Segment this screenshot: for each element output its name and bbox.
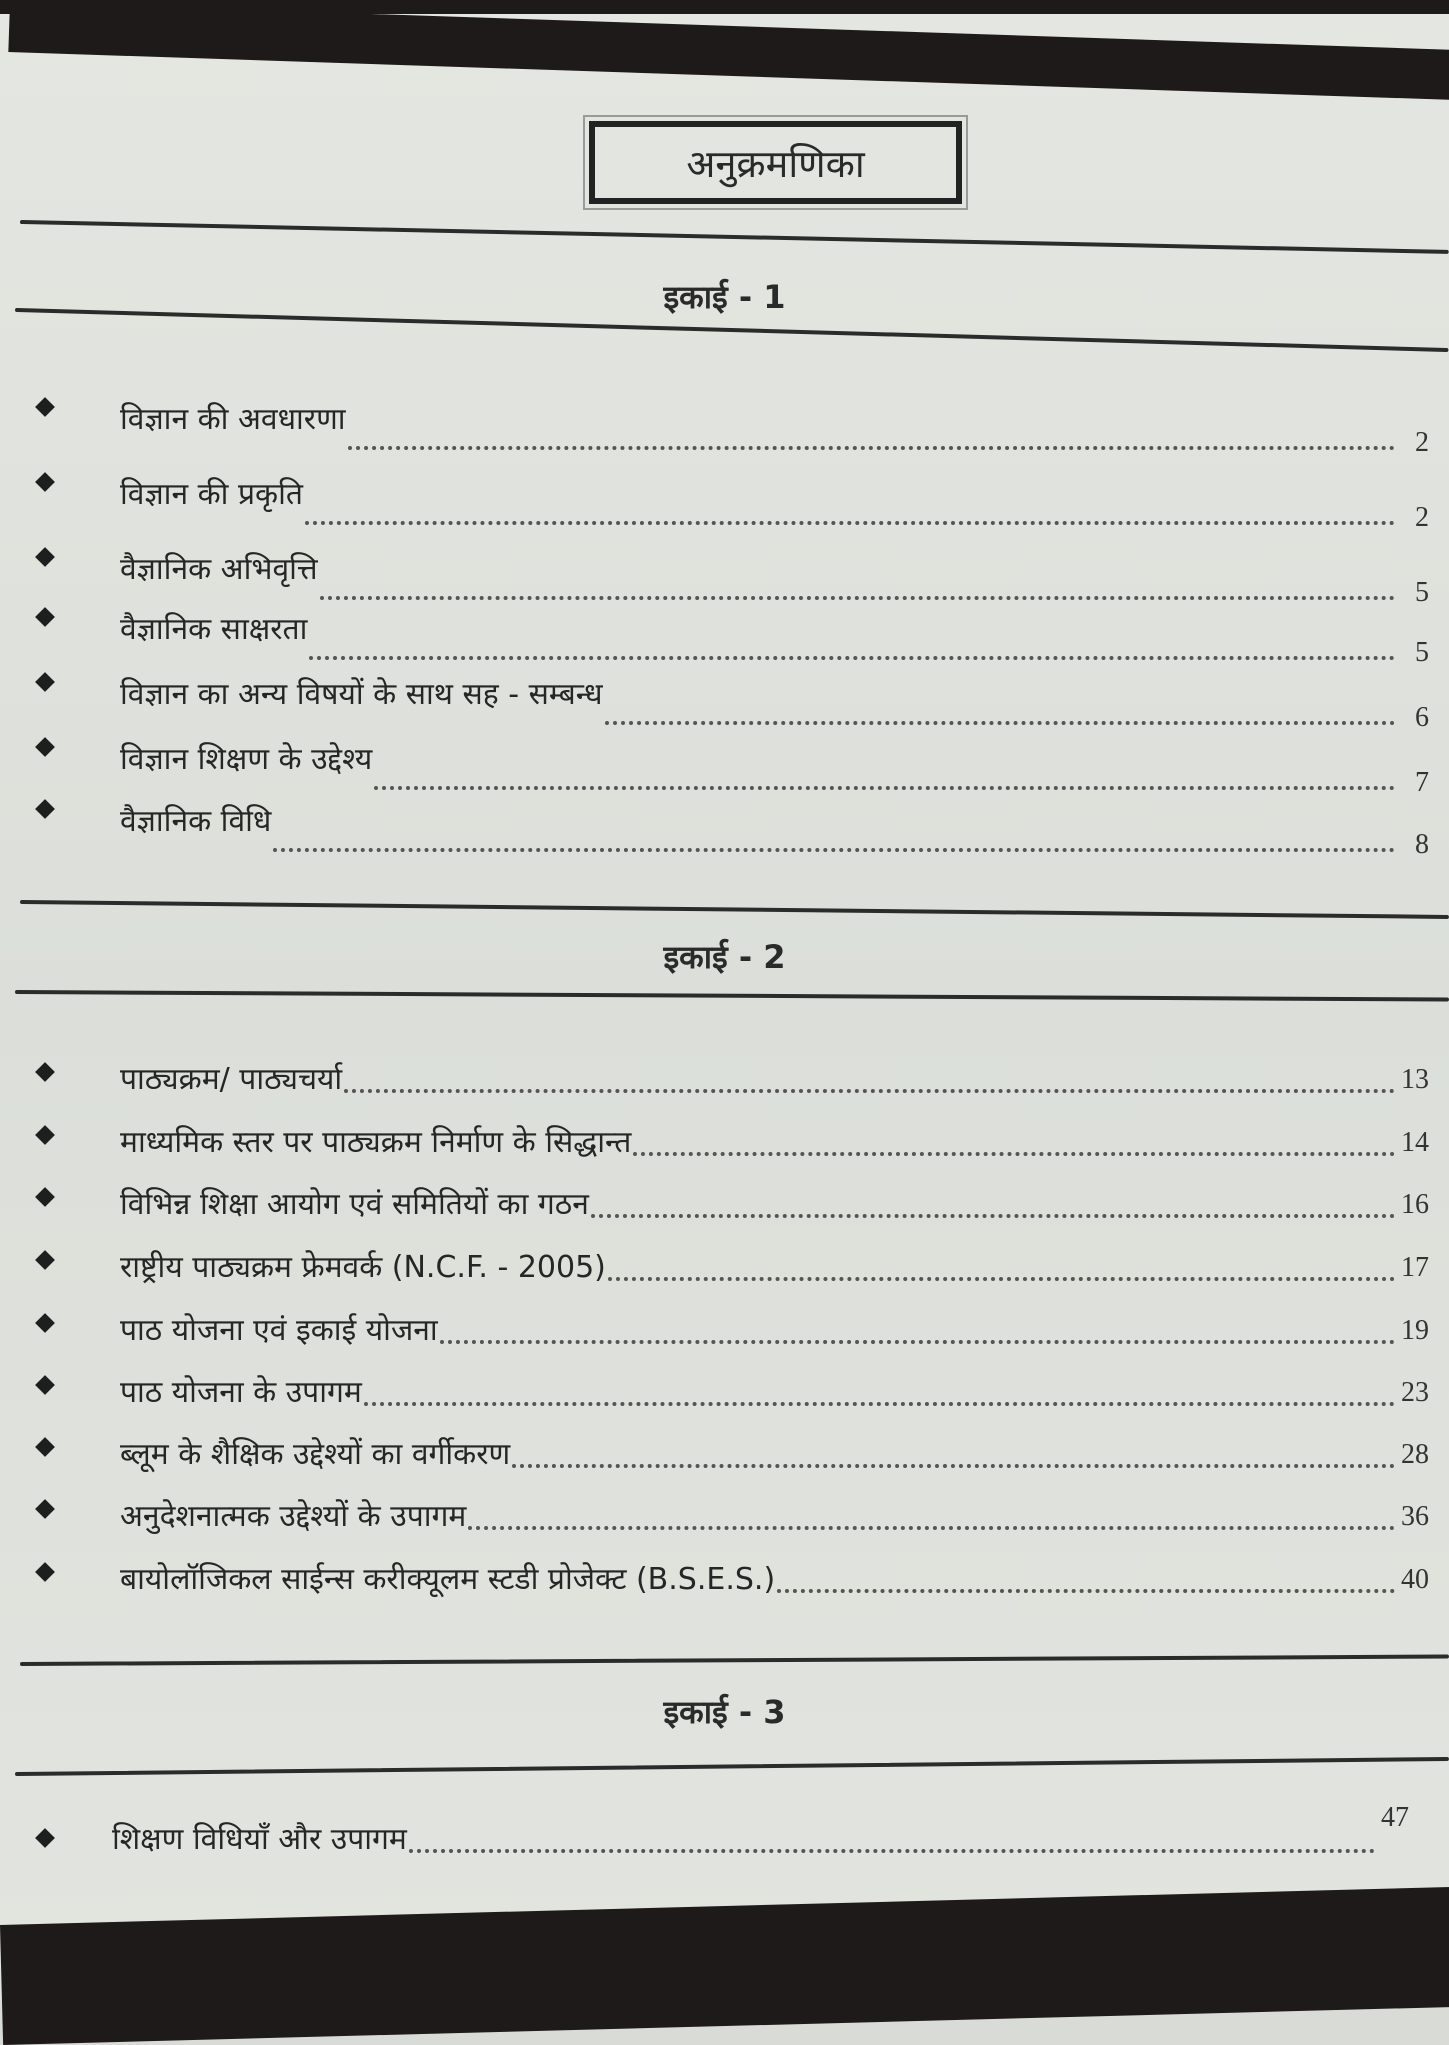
divider-rule	[20, 900, 1449, 919]
divider-rule	[20, 1655, 1449, 1666]
diamond-bullet-icon	[35, 737, 55, 757]
diamond-bullet-icon	[35, 1437, 55, 1457]
entry-title: वैज्ञानिक अभिवृत्ति	[120, 552, 318, 587]
divider-rule	[15, 1757, 1449, 1776]
diamond-bullet-icon	[35, 1062, 55, 1082]
diamond-bullet-icon	[35, 1828, 55, 1848]
page-number: 14	[1401, 1127, 1429, 1158]
entry-title: ब्लूम के शैक्षिक उद्देश्यों का वर्गीकरण	[120, 1437, 511, 1472]
page-number: 36	[1401, 1501, 1429, 1532]
toc-entry[interactable]	[0, 1802, 1449, 1865]
diamond-bullet-icon	[35, 1313, 55, 1333]
toc-entry[interactable]	[0, 720, 1449, 798]
toc-entry[interactable]	[0, 1045, 1449, 1105]
toc-entry[interactable]	[0, 1545, 1449, 1605]
page-number: 19	[1401, 1315, 1429, 1346]
diamond-bullet-icon	[35, 397, 55, 417]
entry-title: विज्ञान शिक्षण के उद्देश्य	[120, 742, 373, 777]
entry-title: शिक्षण विधियाँ और उपागम	[112, 1822, 407, 1857]
dot-leader	[348, 445, 1395, 450]
toc-entry[interactable]	[0, 530, 1449, 608]
dot-leader	[777, 1588, 1395, 1593]
page-number: 2	[1415, 427, 1429, 458]
diamond-bullet-icon	[35, 799, 55, 819]
entry-title: पाठ योजना के उपागम	[120, 1375, 362, 1410]
diamond-bullet-icon	[35, 1375, 55, 1395]
entry-title: बायोलॉजिकल साईन्स करीक्यूलम स्टडी प्रोजेक्ट (B.S.E.S.)	[120, 1562, 776, 1597]
toc-entry[interactable]	[0, 1296, 1449, 1356]
diamond-bullet-icon	[35, 1125, 55, 1145]
toc-entry[interactable]	[0, 1482, 1449, 1542]
entry-title: पाठ योजना एवं इकाई योजना	[120, 1313, 438, 1348]
page-number: 5	[1415, 577, 1429, 608]
page-number: 23	[1401, 1377, 1429, 1408]
dot-leader	[512, 1463, 1395, 1468]
entry-title: विज्ञान की अवधारणा	[120, 402, 346, 437]
entry-title: वैज्ञानिक साक्षरता	[120, 612, 308, 647]
dot-leader	[440, 1339, 1395, 1344]
page-number: 7	[1415, 767, 1429, 798]
dot-leader	[344, 1088, 1395, 1093]
page-number: 47	[1381, 1802, 1409, 1833]
page-shadow-bottom-band	[0, 1886, 1449, 2045]
page-number: 13	[1401, 1064, 1429, 1095]
entry-title: विभिन्न शिक्षा आयोग एवं समितियों का गठन	[120, 1187, 589, 1222]
entry-title: विज्ञान का अन्य विषयों के साथ सह - सम्बन्ध	[120, 677, 603, 712]
diamond-bullet-icon	[35, 547, 55, 567]
toc-entry[interactable]	[0, 1170, 1449, 1230]
diamond-bullet-icon	[35, 1250, 55, 1270]
dot-leader	[468, 1525, 1395, 1530]
page-number: 28	[1401, 1439, 1429, 1470]
diamond-bullet-icon	[35, 607, 55, 627]
diamond-bullet-icon	[35, 1187, 55, 1207]
toc-entry[interactable]	[0, 782, 1449, 860]
toc-entry[interactable]	[0, 1108, 1449, 1168]
toc-entry[interactable]	[0, 590, 1449, 668]
entry-title: अनुदेशनात्मक उद्देश्यों के उपागम	[120, 1499, 467, 1534]
unit-3-heading: इकाई - 3	[663, 1693, 786, 1731]
toc-entry[interactable]	[0, 455, 1449, 533]
page-number: 40	[1401, 1564, 1429, 1595]
toc-entry[interactable]	[0, 1233, 1449, 1293]
unit-1-heading: इकाई - 1	[663, 278, 786, 316]
entry-title: वैज्ञानिक विधि	[120, 804, 272, 839]
dot-leader	[409, 1848, 1375, 1853]
divider-rule	[20, 220, 1449, 254]
divider-rule	[15, 990, 1449, 1002]
page-number: 17	[1401, 1252, 1429, 1283]
dot-leader	[273, 847, 1395, 852]
unit-2-heading: इकाई - 2	[663, 938, 786, 976]
toc-title: अनुक्रमणिका	[589, 121, 962, 204]
page-number: 8	[1415, 829, 1429, 860]
page-number: 16	[1401, 1189, 1429, 1220]
entry-title: विज्ञान की प्रकृति	[120, 477, 303, 512]
toc-entry[interactable]	[0, 655, 1449, 733]
entry-title: पाठ्यक्रम/ पाठ्यचर्या	[120, 1062, 343, 1097]
page-number: 6	[1415, 702, 1429, 733]
toc-title-box	[583, 115, 968, 210]
page-number: 2	[1415, 502, 1429, 533]
dot-leader	[633, 1151, 1395, 1156]
page-number: 5	[1415, 637, 1429, 668]
diamond-bullet-icon	[35, 472, 55, 492]
page-shadow-top-band	[8, 2, 1449, 100]
dot-leader	[608, 1276, 1395, 1281]
diamond-bullet-icon	[35, 1562, 55, 1582]
toc-entry[interactable]	[0, 380, 1449, 458]
toc-entry[interactable]	[0, 1358, 1449, 1418]
dot-leader	[305, 520, 1395, 525]
diamond-bullet-icon	[35, 1499, 55, 1519]
dot-leader	[364, 1401, 1395, 1406]
toc-entry[interactable]	[0, 1420, 1449, 1480]
diamond-bullet-icon	[35, 672, 55, 692]
entry-title: माध्यमिक स्तर पर पाठ्यक्रम निर्माण के सिद्धान्त	[120, 1125, 632, 1160]
entry-title: राष्ट्रीय पाठ्यक्रम फ्रेमवर्क (N.C.F. - 2005)	[120, 1250, 606, 1285]
dot-leader	[591, 1213, 1395, 1218]
